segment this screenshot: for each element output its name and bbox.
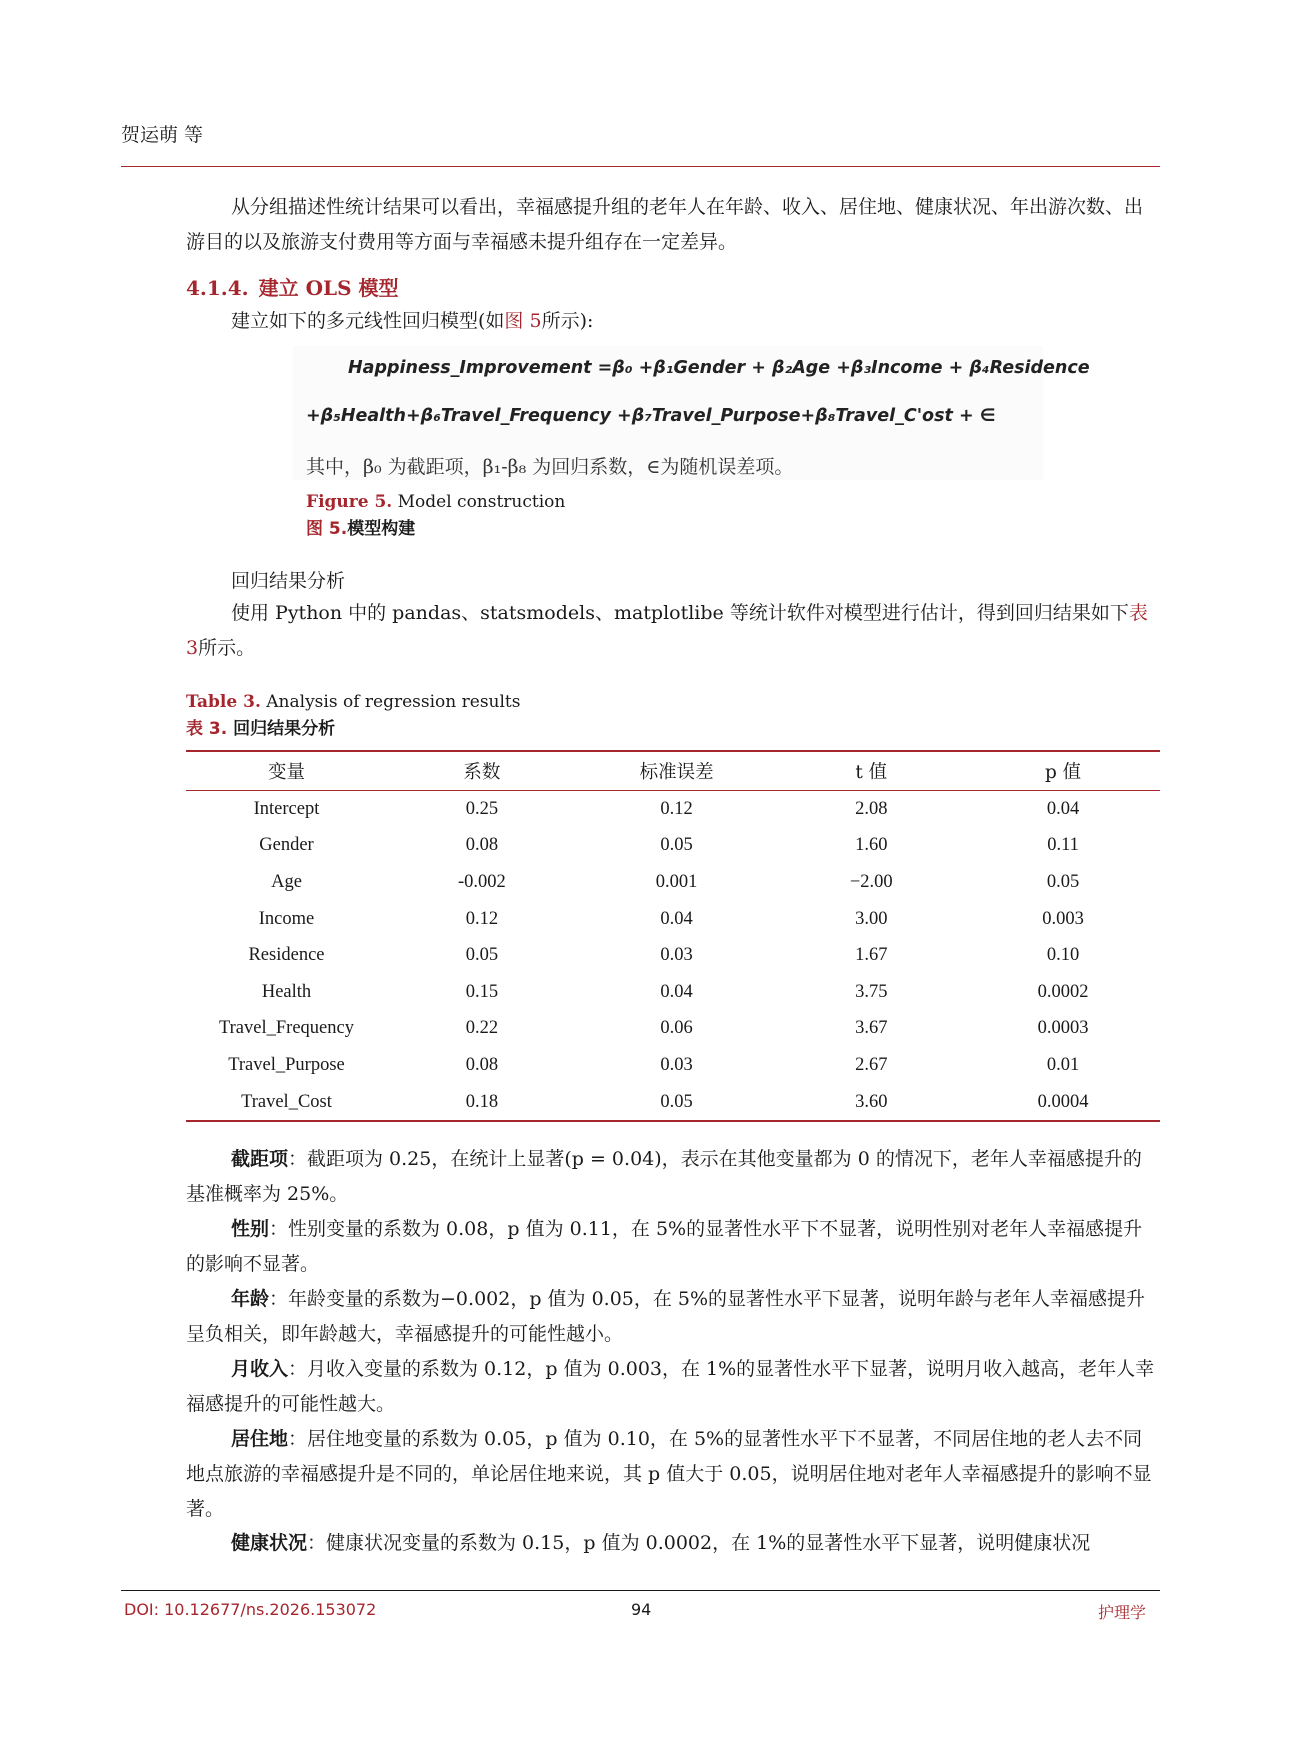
section-number: 4.1.4. [186, 276, 249, 300]
finding-text: ：居住地变量的系数为 0.05，p 值为 0.10，在 5%的显著性水平下不显著，不同居住地的老人去不同地点旅游的幸福感提升是不同的，单论居住地来说，其 p 值大于 0.05，说明居住地对老年人幸福感提升的影响不显著。 [186, 1428, 1152, 1520]
table-cell: 0.03 [660, 945, 693, 966]
column-header-p-value: p 值 [1044, 762, 1082, 783]
header-rule [121, 166, 1160, 167]
table-cell: 3.67 [855, 1018, 888, 1039]
table-cell: 0.0002 [1037, 981, 1089, 1002]
table-row [186, 937, 1160, 974]
figure-caption-text-zh: 模型构建 [347, 519, 416, 539]
finding-lead: 月收入 [231, 1358, 289, 1380]
table-cell: 0.12 [660, 798, 693, 819]
table-cell: 0.05 [660, 1091, 693, 1112]
table-row [186, 1084, 1160, 1122]
finding-lead: 截距项 [231, 1148, 289, 1170]
table-cell: -0.002 [458, 871, 506, 892]
table-cell: 0.25 [465, 798, 499, 819]
table-label-en: Table 3. [186, 692, 261, 712]
table-cell: 3.75 [855, 981, 888, 1002]
regression-intro [186, 596, 1160, 666]
intro-paragraph: 从分组描述性统计结果可以看出，幸福感提升组的老年人在年龄、收入、居住地、健康状况、年出游次数、出游目的以及旅游支付费用等方面与幸福感未提升组存在一定差异。 [186, 196, 1144, 253]
table-3-link[interactable]: 表 3 [186, 602, 1148, 659]
table-row [186, 828, 1160, 865]
table-cell: Age [271, 871, 302, 892]
page-number: 94 [631, 1600, 652, 1619]
table-cell: 3.00 [855, 908, 888, 929]
table-cell: 1.60 [855, 835, 888, 856]
equation-note: 其中，β₀ 为截距项，β₁-β₈ 为回归系数，∈为随机误差项。 [306, 456, 794, 478]
finding-lead: 性别 [231, 1218, 270, 1240]
table-row [186, 864, 1160, 901]
table-cell: 0.01 [1046, 1054, 1080, 1075]
table-cell: Health [261, 981, 312, 1002]
finding-residence [186, 1422, 1160, 1527]
finding-lead: 居住地 [231, 1428, 289, 1450]
table-cell: 0.03 [660, 1054, 693, 1075]
table-caption-en [186, 692, 520, 712]
table-cell: Travel_Cost [241, 1091, 332, 1112]
table-cell: 2.08 [855, 798, 888, 819]
section-heading [186, 272, 399, 301]
column-header-std-error: 标准误差 [639, 762, 714, 783]
table-label-zh: 表 3. [186, 719, 228, 739]
table-cell: 0.11 [1047, 835, 1079, 856]
figure-label-en: Figure 5. [306, 492, 393, 512]
table-cell: 0.08 [465, 1054, 499, 1075]
table-cell: 1.67 [855, 945, 888, 966]
equation-line-1: Happiness_Improvement =β₀ +β₁Gender + β₂Age +β₃Income + β₄Residence [348, 358, 1090, 378]
table-cell: 0.0003 [1037, 1018, 1089, 1039]
table-cell: 0.05 [465, 945, 499, 966]
table-cell: Gender [259, 835, 314, 856]
table-cell: 0.15 [465, 981, 499, 1002]
finding-lead: 年龄 [231, 1288, 270, 1310]
table-cell: 2.67 [855, 1054, 888, 1075]
table-cell: Travel_Purpose [228, 1054, 345, 1075]
table-cell: 0.10 [1046, 945, 1080, 966]
column-header-coefficient: 系数 [463, 762, 501, 783]
table-cell: 0.003 [1042, 908, 1084, 929]
footer-doi-link[interactable]: DOI: 10.12677/ns.2026.153072 [124, 1600, 377, 1619]
finding-text: ：性别变量的系数为 0.08，p 值为 0.11，在 5%的显著性水平下不显著，说明性别对老年人幸福感提升的影响不显著。 [186, 1218, 1143, 1275]
table-row [186, 791, 1160, 828]
table-row [186, 974, 1160, 1011]
table-cell: 0.04 [660, 981, 693, 1002]
table-cell: 0.04 [660, 908, 693, 929]
figure-5-link[interactable]: 图 5 [504, 310, 542, 332]
table-cell: 0.18 [465, 1091, 499, 1112]
table-cell: 0.001 [655, 871, 698, 892]
table-row [186, 1011, 1160, 1048]
finding-income [186, 1352, 1160, 1422]
finding-intercept [186, 1142, 1160, 1212]
regression-intro-text: 使用 Python 中的 pandas、statsmodels、matplotlibe 等统计软件对模型进行估计，得到回归结果如下 [231, 602, 1129, 624]
table-cell: −2.00 [849, 871, 893, 892]
finding-health [186, 1526, 1160, 1561]
finding-text: ：截距项为 0.25，在统计上显著(p = 0.04)，表示在其他变量都为 0 的情况下，老年人幸福感提升的基准概率为 25%。 [186, 1148, 1142, 1205]
equation-line-2: +β₅Health+β₆Travel_Frequency +β₇Travel_Purpose+β₈Travel_C'ost + ∈ [306, 406, 996, 426]
table-cell: Intercept [253, 798, 320, 819]
table-cell: 0.06 [660, 1018, 693, 1039]
column-header-t-value: t 值 [855, 762, 888, 783]
table-caption-zh [186, 714, 335, 739]
table-cell: 0.05 [1046, 871, 1080, 892]
table-cell: Travel_Frequency [219, 1018, 354, 1039]
table-cell: 0.12 [465, 908, 499, 929]
table-cell: 0.05 [660, 835, 693, 856]
model-intro-text: 建立如下的多元线性回归模型(如 [231, 310, 505, 332]
finding-text: ：月收入变量的系数为 0.12，p 值为 0.003，在 1%的显著性水平下显著，说明月收入越高，老年人幸福感提升的可能性越大。 [186, 1358, 1155, 1415]
column-header-variable: 变量 [267, 762, 305, 783]
journal-name: 护理学 [1098, 1603, 1147, 1622]
finding-lead: 健康状况 [231, 1532, 308, 1554]
table-cell: 0.0004 [1037, 1091, 1089, 1112]
table-caption-text-en: Analysis of regression results [260, 692, 521, 712]
table-cell: 0.04 [1046, 798, 1080, 819]
table-caption-text-zh: 回归结果分析 [233, 719, 336, 739]
finding-text: ：健康状况变量的系数为 0.15，p 值为 0.0002，在 1%的显著性水平下显著，说明健康状况 [307, 1532, 1091, 1554]
model-intro-tail: 所示): [541, 310, 594, 332]
finding-text: ：年龄变量的系数为−0.002，p 值为 0.05，在 5%的显著性水平下显著，说明年龄与老年人幸福感提升呈负相关，即年龄越大，幸福感提升的可能性越小。 [186, 1288, 1146, 1345]
table-cell: 3.60 [855, 1091, 888, 1112]
figure-caption-en [306, 492, 565, 512]
table-cell: Income [258, 908, 315, 929]
regression-intro-tail: 所示。 [198, 637, 256, 659]
table-row [186, 901, 1160, 938]
regression-results-table [186, 750, 1160, 1122]
section-title: 建立 OLS 模型 [258, 276, 399, 300]
figure-caption-zh [306, 514, 415, 539]
table-cell: 0.08 [465, 835, 499, 856]
model-intro [231, 306, 593, 333]
finding-gender [186, 1212, 1160, 1282]
regression-heading: 回归结果分析 [231, 570, 346, 592]
table-cell: Residence [248, 945, 325, 966]
figure-label-zh: 图 5. [306, 519, 348, 539]
table-row [186, 1047, 1160, 1084]
running-head: 贺运萌 等 [121, 124, 204, 146]
figure-caption-text-en: Model construction [392, 492, 566, 512]
finding-age [186, 1282, 1160, 1352]
footer-rule [121, 1590, 1160, 1591]
table-header-row [186, 751, 1160, 791]
table-cell: 0.22 [465, 1018, 499, 1039]
